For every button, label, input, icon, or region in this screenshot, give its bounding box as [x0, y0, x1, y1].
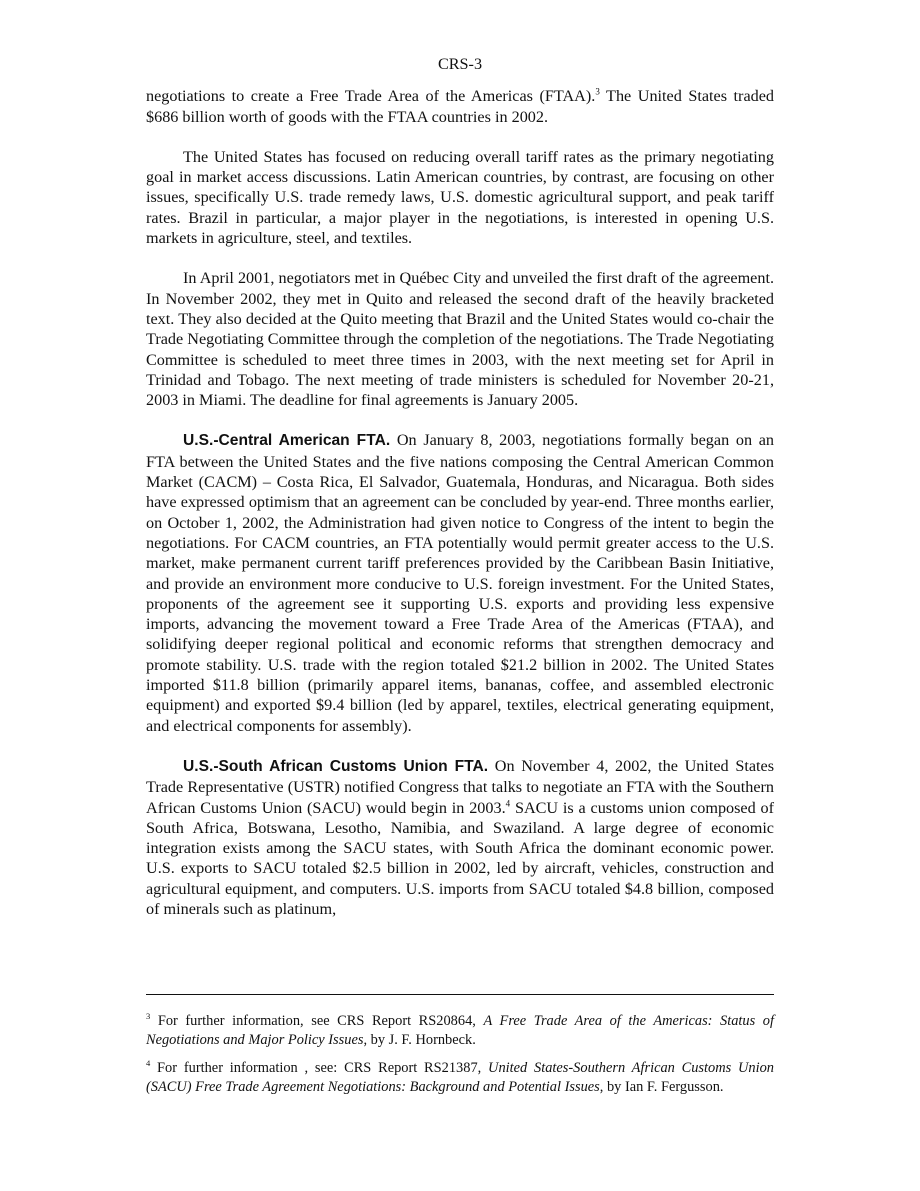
paragraph-text: On November 4, 2002, the United States Trade Representative (USTR) notified Congress that talks to negotiate an FTA with the Southern African Customs Union (SACU) would begin in 2003.	[146, 756, 774, 817]
footnote-ref-3[interactable]: 3	[595, 86, 600, 97]
paragraph-tariff-goals: The United States has focused on reducing overall tariff rates as the primary negotiating goal in market access discussions. Latin American countries, by contrast, are focusing on other issues, specifically U.S. trade remedy laws, U.S. domestic agricultural support, and peak tariff rates. Brazil in particular, a major player in the negotiations, is interested in opening U.S. markets in agriculture, steel, and textiles.	[146, 147, 774, 248]
report-title: A Free Trade Area of the Americas: Status of Negotiations and Major Policy Issues	[146, 1013, 774, 1048]
paragraph-text: On January 8, 2003, negotiations formally began on an FTA between the United States and the five nations composing the Central American Common Market (CACM) – Costa Rica, El Salvador, Guatemala, Honduras, and Nicaragua. Both sides have expressed optimism that an agreement can be concluded by year-end. Three months earlier, on October 1, 2002, the Administration had given notice to Congress of the intent to begin the negotiations. For CACM countries, an FTA potentially would permit greater access to the U.S. market, make permanent current tariff preferences provided by the Caribbean Basin Initiative, and provide an environment more conducive to U.S. foreign investment. For the United States, proponents of the agreement see it supporting U.S. exports and providing less expensive imports, advancing the movement toward a Free Trade Area of the Americas (FTAA), and solidifying deeper regional political and economic reforms that strengthen democracy and promote stability. U.S. trade with the region totaled $21.2 billion in 2002. The United States imported $11.8 billion (primarily apparel items, bananas, coffee, and assembled electronic equipment) and exported $9.4 billion (led by apparel, textiles, electrical generating equipment, and electrical components for assembly).	[146, 431, 775, 735]
page-number-header: CRS-3	[437, 55, 483, 73]
paragraph-ftaa-intro	[146, 86, 774, 127]
section-heading-central-american-fta: U.S.-Central American FTA.	[183, 432, 391, 450]
footnote-ref-4[interactable]: 4	[505, 798, 511, 809]
section-heading-sacu-fta: U.S.-South African Customs Union FTA.	[183, 757, 489, 775]
footnote-text: , by J. F. Hornbeck.	[363, 1031, 476, 1048]
footnote-text: For further information, see CRS Report RS20864,	[150, 1013, 484, 1029]
paragraph-central-american-fta	[146, 430, 774, 735]
footnote-mark: 4	[146, 1058, 151, 1069]
document-page	[146, 54, 774, 939]
footnote-text: , by Ian F. Fergusson.	[599, 1078, 724, 1095]
paragraph-text: The United States traded $686 billion worth of goods with the FTAA countries in 2002.	[146, 87, 775, 126]
footnote-4	[146, 1059, 774, 1096]
footnote-mark: 3	[146, 1011, 151, 1022]
paragraph-quebec-quito: In April 2001, negotiators met in Québec City and unveiled the first draft of the agreement. In November 2002, they met in Quito and released the second draft of the heavily bracketed text. They also decided at the Quito meeting that Brazil and the United States would co-chair the Trade Negotiating Committee through the completion of the negotiations. The Trade Negotiating Committee is scheduled to meet three times in 2003, with the next meeting set for April in Trinidad and Tobago. The next meeting of trade ministers is scheduled for November 20-21, 2003 in Miami. The deadline for final agreements is January 2005.	[146, 269, 774, 410]
footnote-3	[146, 1012, 774, 1049]
paragraph-text: negotiations to create a Free Trade Area of the Americas (FTAA).	[146, 87, 596, 106]
report-title: United States-Southern African Customs Union (SACU) Free Trade Agreement Negotiations: Background and Potential Issues	[146, 1060, 774, 1095]
paragraph-sacu-fta	[146, 756, 774, 919]
paragraph-text: SACU is a customs union composed of South Africa, Botswana, Lesotho, Namibia, and Swaziland. A large degree of economic integration exists among the SACU states, with South Africa the dominant economic power. U.S. exports to SACU totaled $2.5 billion in 2002, led by aircraft, vehicles, construction and agricultural equipment, and computers. U.S. imports from SACU totaled $4.8 billion, composed of minerals such as platinum,	[146, 798, 775, 918]
footnotes	[146, 1012, 774, 1106]
footnote-text: For further information , see: CRS Report RS21387,	[150, 1060, 489, 1076]
footnote-divider	[146, 994, 774, 995]
